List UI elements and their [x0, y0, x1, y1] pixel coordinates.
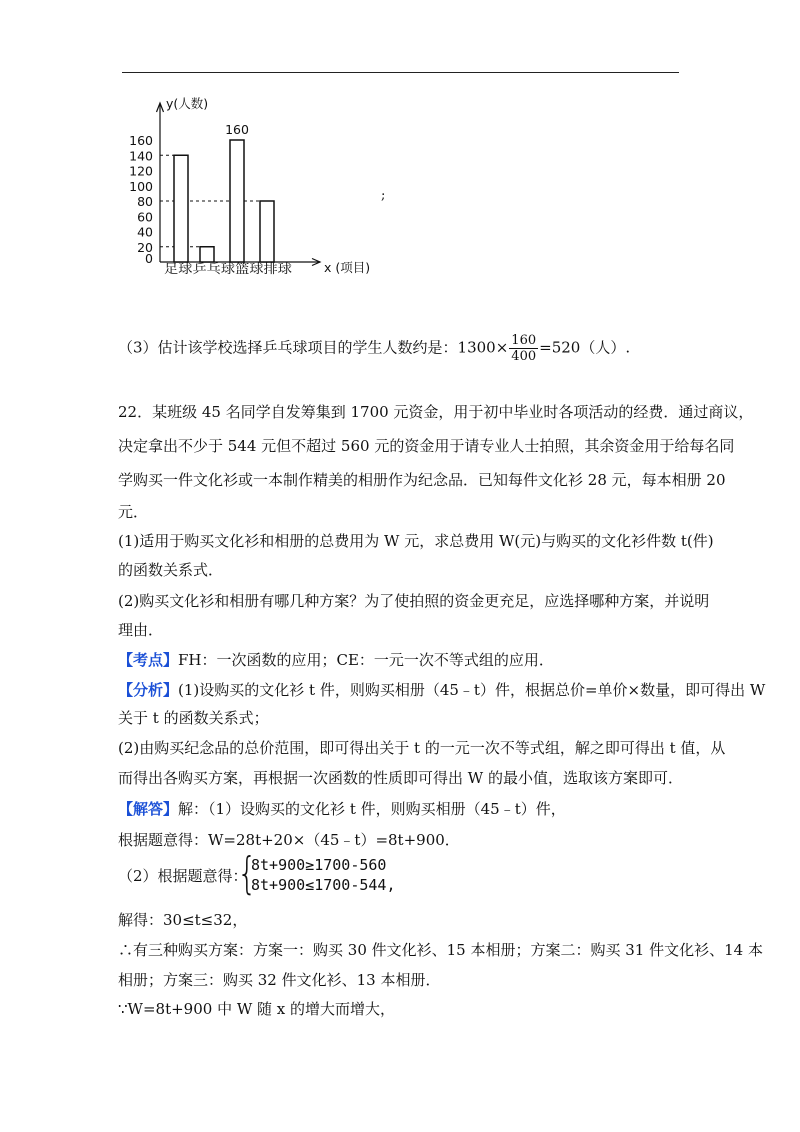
brace-symbol: { [237, 848, 257, 899]
fenxi-line-2: 关于 t 的函数关系式； [118, 709, 269, 727]
y-tick-label: 140 [129, 148, 153, 164]
jieda-line-7: ∵W=8t+900 中 W 随 x 的增大而增大， [118, 1000, 396, 1018]
x-axis-label: x (项目) [324, 260, 371, 275]
y-tick-label: 0 [145, 251, 153, 266]
fenxi-line-4: 而得出各购买方案，再根据一次函数的性质即可得出 W 的最小值，选取该方案即可． [118, 769, 683, 787]
kaodian-tag: 【考点】 [118, 651, 179, 669]
jieda-text-1: 解：（1）设购买的文化衫 t 件，则购买相册（45﹣t）件， [178, 800, 566, 818]
fenxi-line-1 [118, 680, 765, 700]
y-tick-label: 100 [129, 178, 153, 194]
y-axis-label: y(人数) [166, 96, 209, 111]
y-tick-label: 80 [137, 194, 153, 209]
jieda-line-4: 解得：30≤t≤32， [118, 911, 248, 929]
problem-line-3: 学购买一件文化衫或一本制作精美的相册作为纪念品．已知每件文化衫 28 元，每本相册 20 [118, 471, 726, 489]
bar-乒乓球 [200, 247, 214, 262]
y-tick-label: 160 [129, 133, 153, 148]
kaodian-line [118, 650, 554, 670]
fenxi-tag: 【分析】 [118, 681, 179, 699]
kaodian-text: FH：一次函数的应用；CE：一元一次不等式组的应用． [178, 651, 554, 669]
part1-line-b: 的函数关系式． [118, 561, 224, 579]
jieda-line-2: 根据题意得：W=28t+20×（45﹣t）=8t+900． [118, 831, 460, 849]
problem-line-2: 决定拿出不少于 544 元但不超过 560 元的资金用于请专业人士拍照，其余资金用于给每名同 [118, 437, 735, 455]
bar-value-label: 160 [225, 122, 249, 137]
q3-denominator: 400 [511, 349, 537, 364]
jieda-tag: 【解答】 [118, 800, 179, 818]
x-category-labels: 足球乒乓球篮球排球 [164, 261, 293, 276]
part2-line-a: (2)购买文化衫和相册有哪几种方案？为了使拍照的资金更充足，应选择哪种方案，并说明 [118, 592, 710, 610]
part1-line-a: (1)适用于购买文化衫和相册的总费用为 W 元，求总费用 W(元)与购买的文化衫件数 t(件) [118, 532, 714, 550]
jieda-line-3: （2）根据题意得： [118, 867, 248, 885]
problem-line-1: 22．某班级 45 名同学自发筹集到 1700 元资金，用于初中毕业时各项活动的经费．通过商议， [118, 403, 754, 421]
inequality-2: 8t+900≤1700-544, [251, 876, 396, 894]
fenxi-text-1: (1)设购买的文化衫 t 件，则购买相册（45﹣t）件，根据总价=单价×数量，即可得出 W [178, 681, 766, 699]
bar-排球 [260, 201, 274, 262]
q3-suffix: =520（人）. [539, 338, 631, 357]
jieda-line-5: ∴有三种购买方案：方案一：购买 30 件文化衫、15 本相册；方案二：购买 31 件文化衫、14 本 [118, 941, 763, 959]
jieda-line-1 [118, 799, 566, 819]
part2-line-b: 理由． [118, 621, 164, 639]
fenxi-line-3: (2)由购买纪念品的总价范围，即可得出关于 t 的一元一次不等式组，解之即可得出 t 值，从 [118, 739, 726, 757]
jieda-line-6: 相册；方案三：购买 32 件文化衫、13 本相册． [118, 971, 441, 989]
y-tick-label: 60 [137, 209, 153, 225]
chart-semicolon: ; [381, 188, 386, 203]
bar-足球 [174, 155, 188, 262]
q3-prefix: （3）估计该学校选择乒乓球项目的学生人数约是：1300× [118, 338, 509, 357]
q3-line [118, 333, 630, 364]
bar-篮球 [230, 140, 244, 262]
y-tick-label: 120 [129, 163, 153, 179]
header-rule [122, 72, 679, 73]
q3-numerator: 160 [511, 333, 537, 348]
bar-chart [120, 92, 400, 282]
inequality-1: 8t+900≥1700-560 [251, 856, 387, 874]
q3-fraction [509, 333, 538, 364]
y-tick-label: 20 [137, 239, 153, 255]
problem-line-4: 元． [118, 503, 149, 521]
y-tick-label: 40 [137, 224, 153, 240]
